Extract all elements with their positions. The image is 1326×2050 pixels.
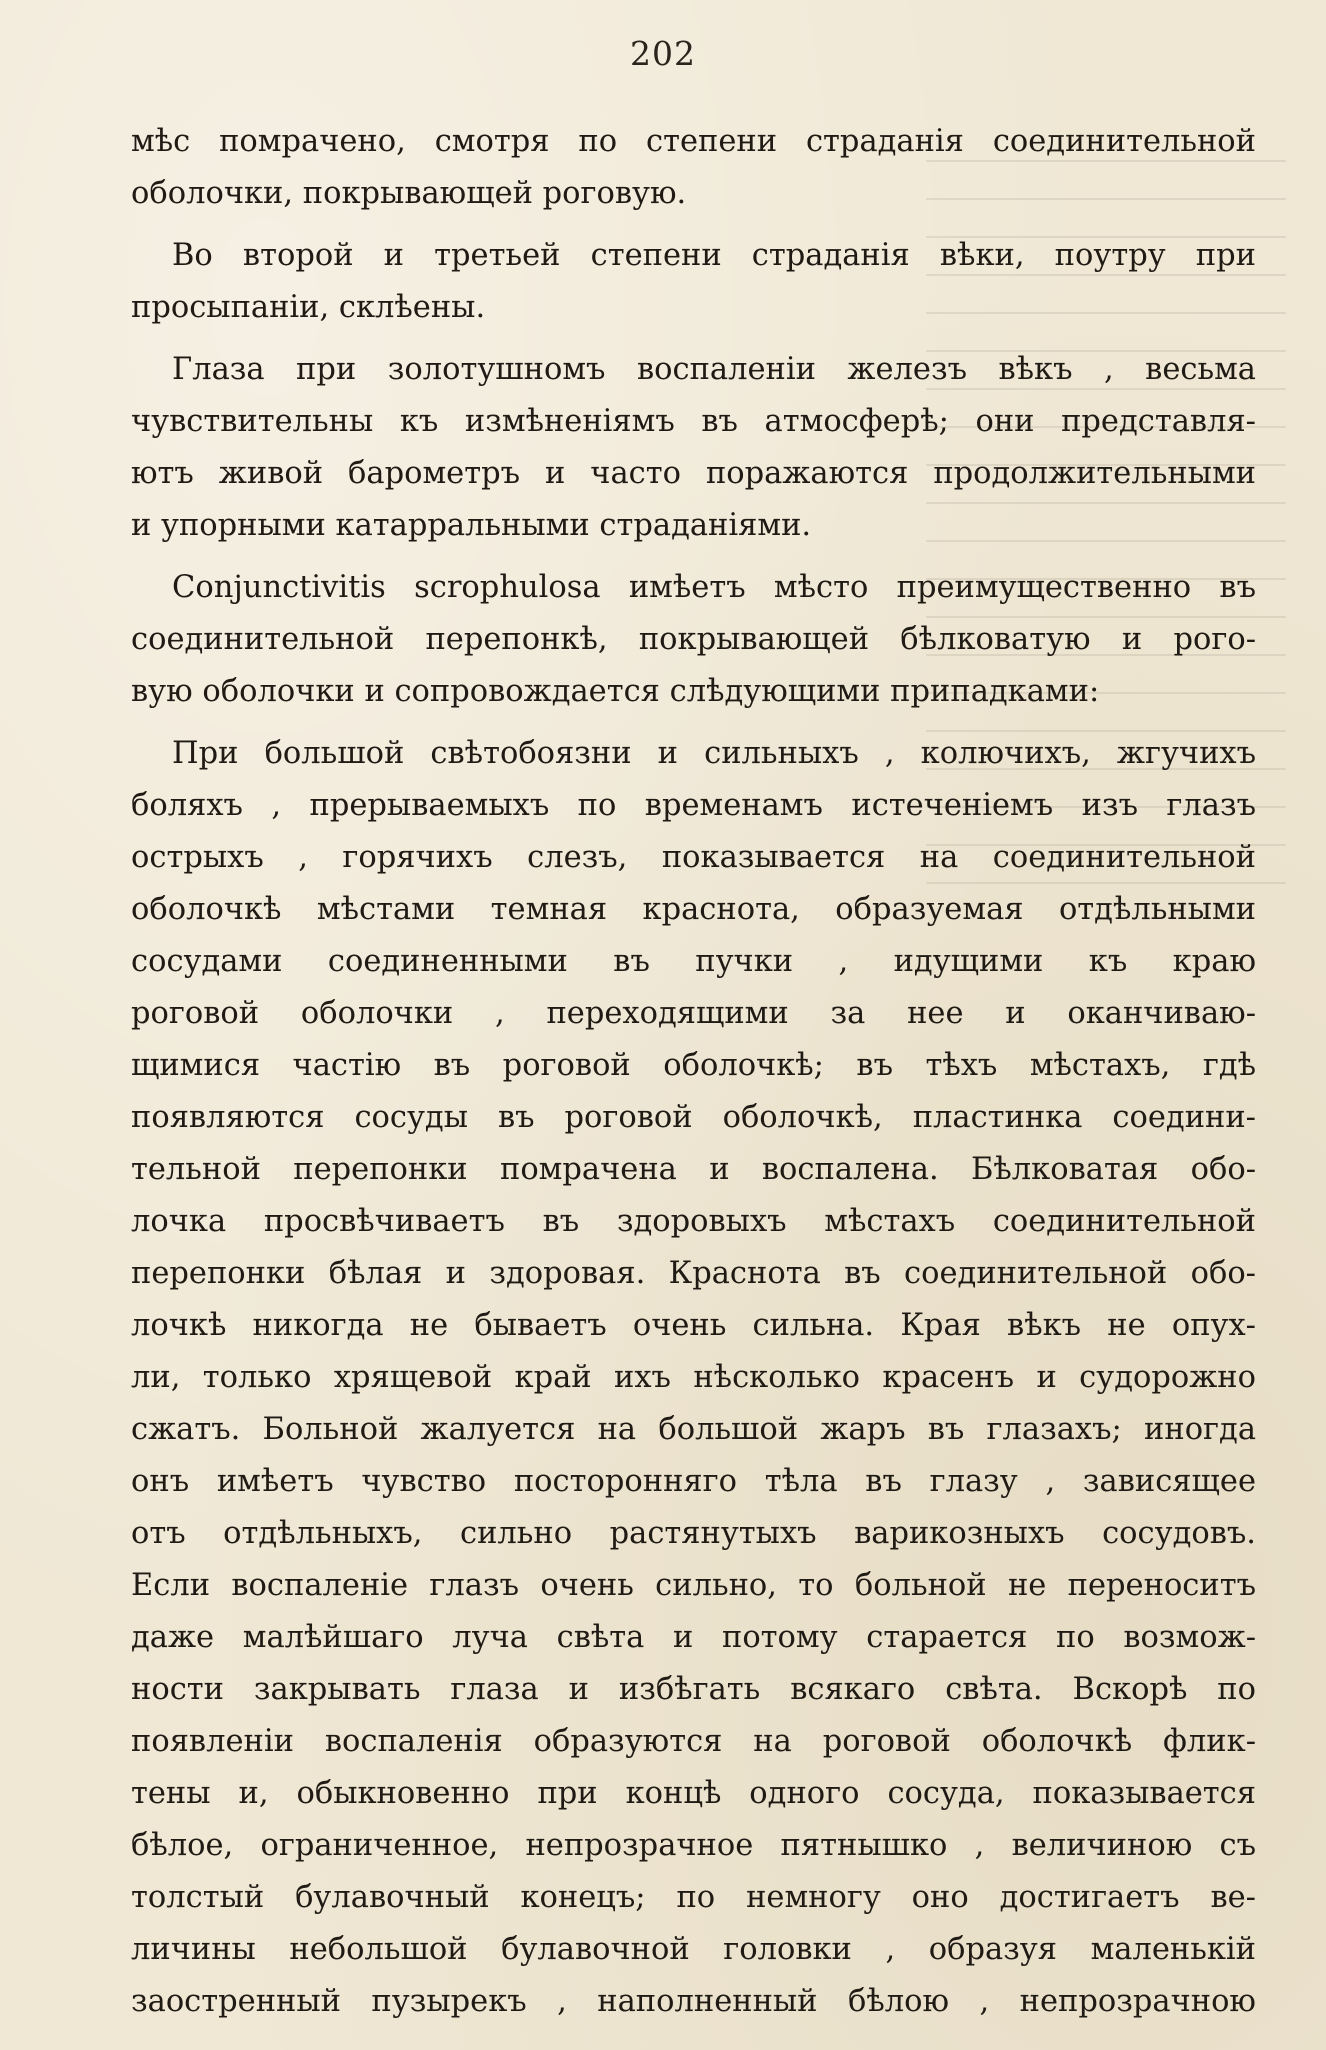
text-line: толстый булавочный конецъ; по немногу оно достигаетъ ве- [131, 1880, 1256, 1915]
text-line: мѣс помрачено, смотря по степени страданія соединительной [131, 124, 1256, 159]
text-line: ли, только хрящевой край ихъ нѣсколько красенъ и судорожно [131, 1360, 1256, 1395]
text-line: перепонки бѣлая и здоровая. Краснота въ соединительной обо- [131, 1256, 1256, 1291]
text-line: острыхъ , горячихъ слезъ, показывается на соединительной [131, 840, 1256, 875]
paragraph-gap [131, 718, 1256, 728]
text-line: заостренный пузырекъ , наполненный бѣлою , непрозрачною [131, 1984, 1256, 2019]
text-line: ности закрывать глаза и избѣгать всякаго свѣта. Вскорѣ по [131, 1672, 1256, 1707]
page-number: 202 [630, 34, 696, 73]
text-line: Во второй и третьей степени страданія вѣки, поутру при [172, 238, 1256, 273]
text-line: онъ имѣетъ чувство посторонняго тѣла въ глазу , зависящее [131, 1464, 1256, 1499]
text-line: соединительной перепонкѣ, покрывающей бѣлковатую и рого- [131, 622, 1256, 657]
paragraph-gap [131, 334, 1256, 344]
text-line: просыпаніи, склѣены. [131, 290, 486, 325]
text-line: даже малѣйшаго луча свѣта и потому старается по возмож- [131, 1620, 1256, 1655]
text-line: ютъ живой барометръ и часто поражаются продолжительными [131, 456, 1256, 491]
paragraph-gap [131, 552, 1256, 562]
text-line: роговой оболочки , переходящими за нее и оканчиваю- [131, 996, 1256, 1031]
paragraph-gap [131, 220, 1256, 230]
text-line: Если воспаленіе глазъ очень сильно, то больной не переноситъ [131, 1568, 1256, 1603]
text-line: тельной перепонки помрачена и воспалена. Бѣлковатая обо- [131, 1152, 1256, 1187]
text-line: тены и, обыкновенно при концѣ одного сосуда, показывается [131, 1776, 1256, 1811]
text-line: щимися частію въ роговой оболочкѣ; въ тѣхъ мѣстахъ, гдѣ [131, 1048, 1256, 1083]
text-line: Conjunctivitis scrophulosa имѣетъ мѣсто преимущественно въ [172, 570, 1256, 605]
text-line: сосудами соединенными въ пучки , идущими къ краю [131, 944, 1256, 979]
text-line: и упорными катарральными страданіями. [131, 508, 812, 543]
text-line: Глаза при золотушномъ воспаленіи железъ вѣкъ , весьма [172, 352, 1256, 387]
text-line: чувствительны къ измѣненіямъ въ атмосферѣ; они представля- [131, 404, 1256, 439]
text-line: При большой свѣтобоязни и сильныхъ , колючихъ, жгучихъ [172, 736, 1256, 771]
text-line: оболочки, покрывающей роговую. [131, 176, 687, 211]
text-line: отъ отдѣльныхъ, сильно растянутыхъ варикозныхъ сосудовъ. [131, 1516, 1256, 1551]
text-line: бѣлое, ограниченное, непрозрачное пятнышко , величиною съ [131, 1828, 1256, 1863]
text-line: вую оболочки и сопровождается слѣдующими припадками: [131, 674, 1100, 709]
text-line: оболочкѣ мѣстами темная краснота, образуемая отдѣльными [131, 892, 1256, 927]
text-line: появляются сосуды въ роговой оболочкѣ, пластинка соедини- [131, 1100, 1256, 1135]
page-body-text [131, 116, 1256, 2028]
text-line: лочка просвѣчиваетъ въ здоровыхъ мѣстахъ соединительной [131, 1204, 1256, 1239]
text-line: появленіи воспаленія образуются на роговой оболочкѣ флик- [131, 1724, 1256, 1759]
text-line: сжатъ. Больной жалуется на большой жаръ въ глазахъ; иногда [131, 1412, 1256, 1447]
text-line: личины небольшой булавочной головки , образуя маленькій [131, 1932, 1256, 1967]
text-line: боляхъ , прерываемыхъ по временамъ истеченіемъ изъ глазъ [131, 788, 1256, 823]
text-line: лочкѣ никогда не бываетъ очень сильна. Края вѣкъ не опух- [131, 1308, 1256, 1343]
